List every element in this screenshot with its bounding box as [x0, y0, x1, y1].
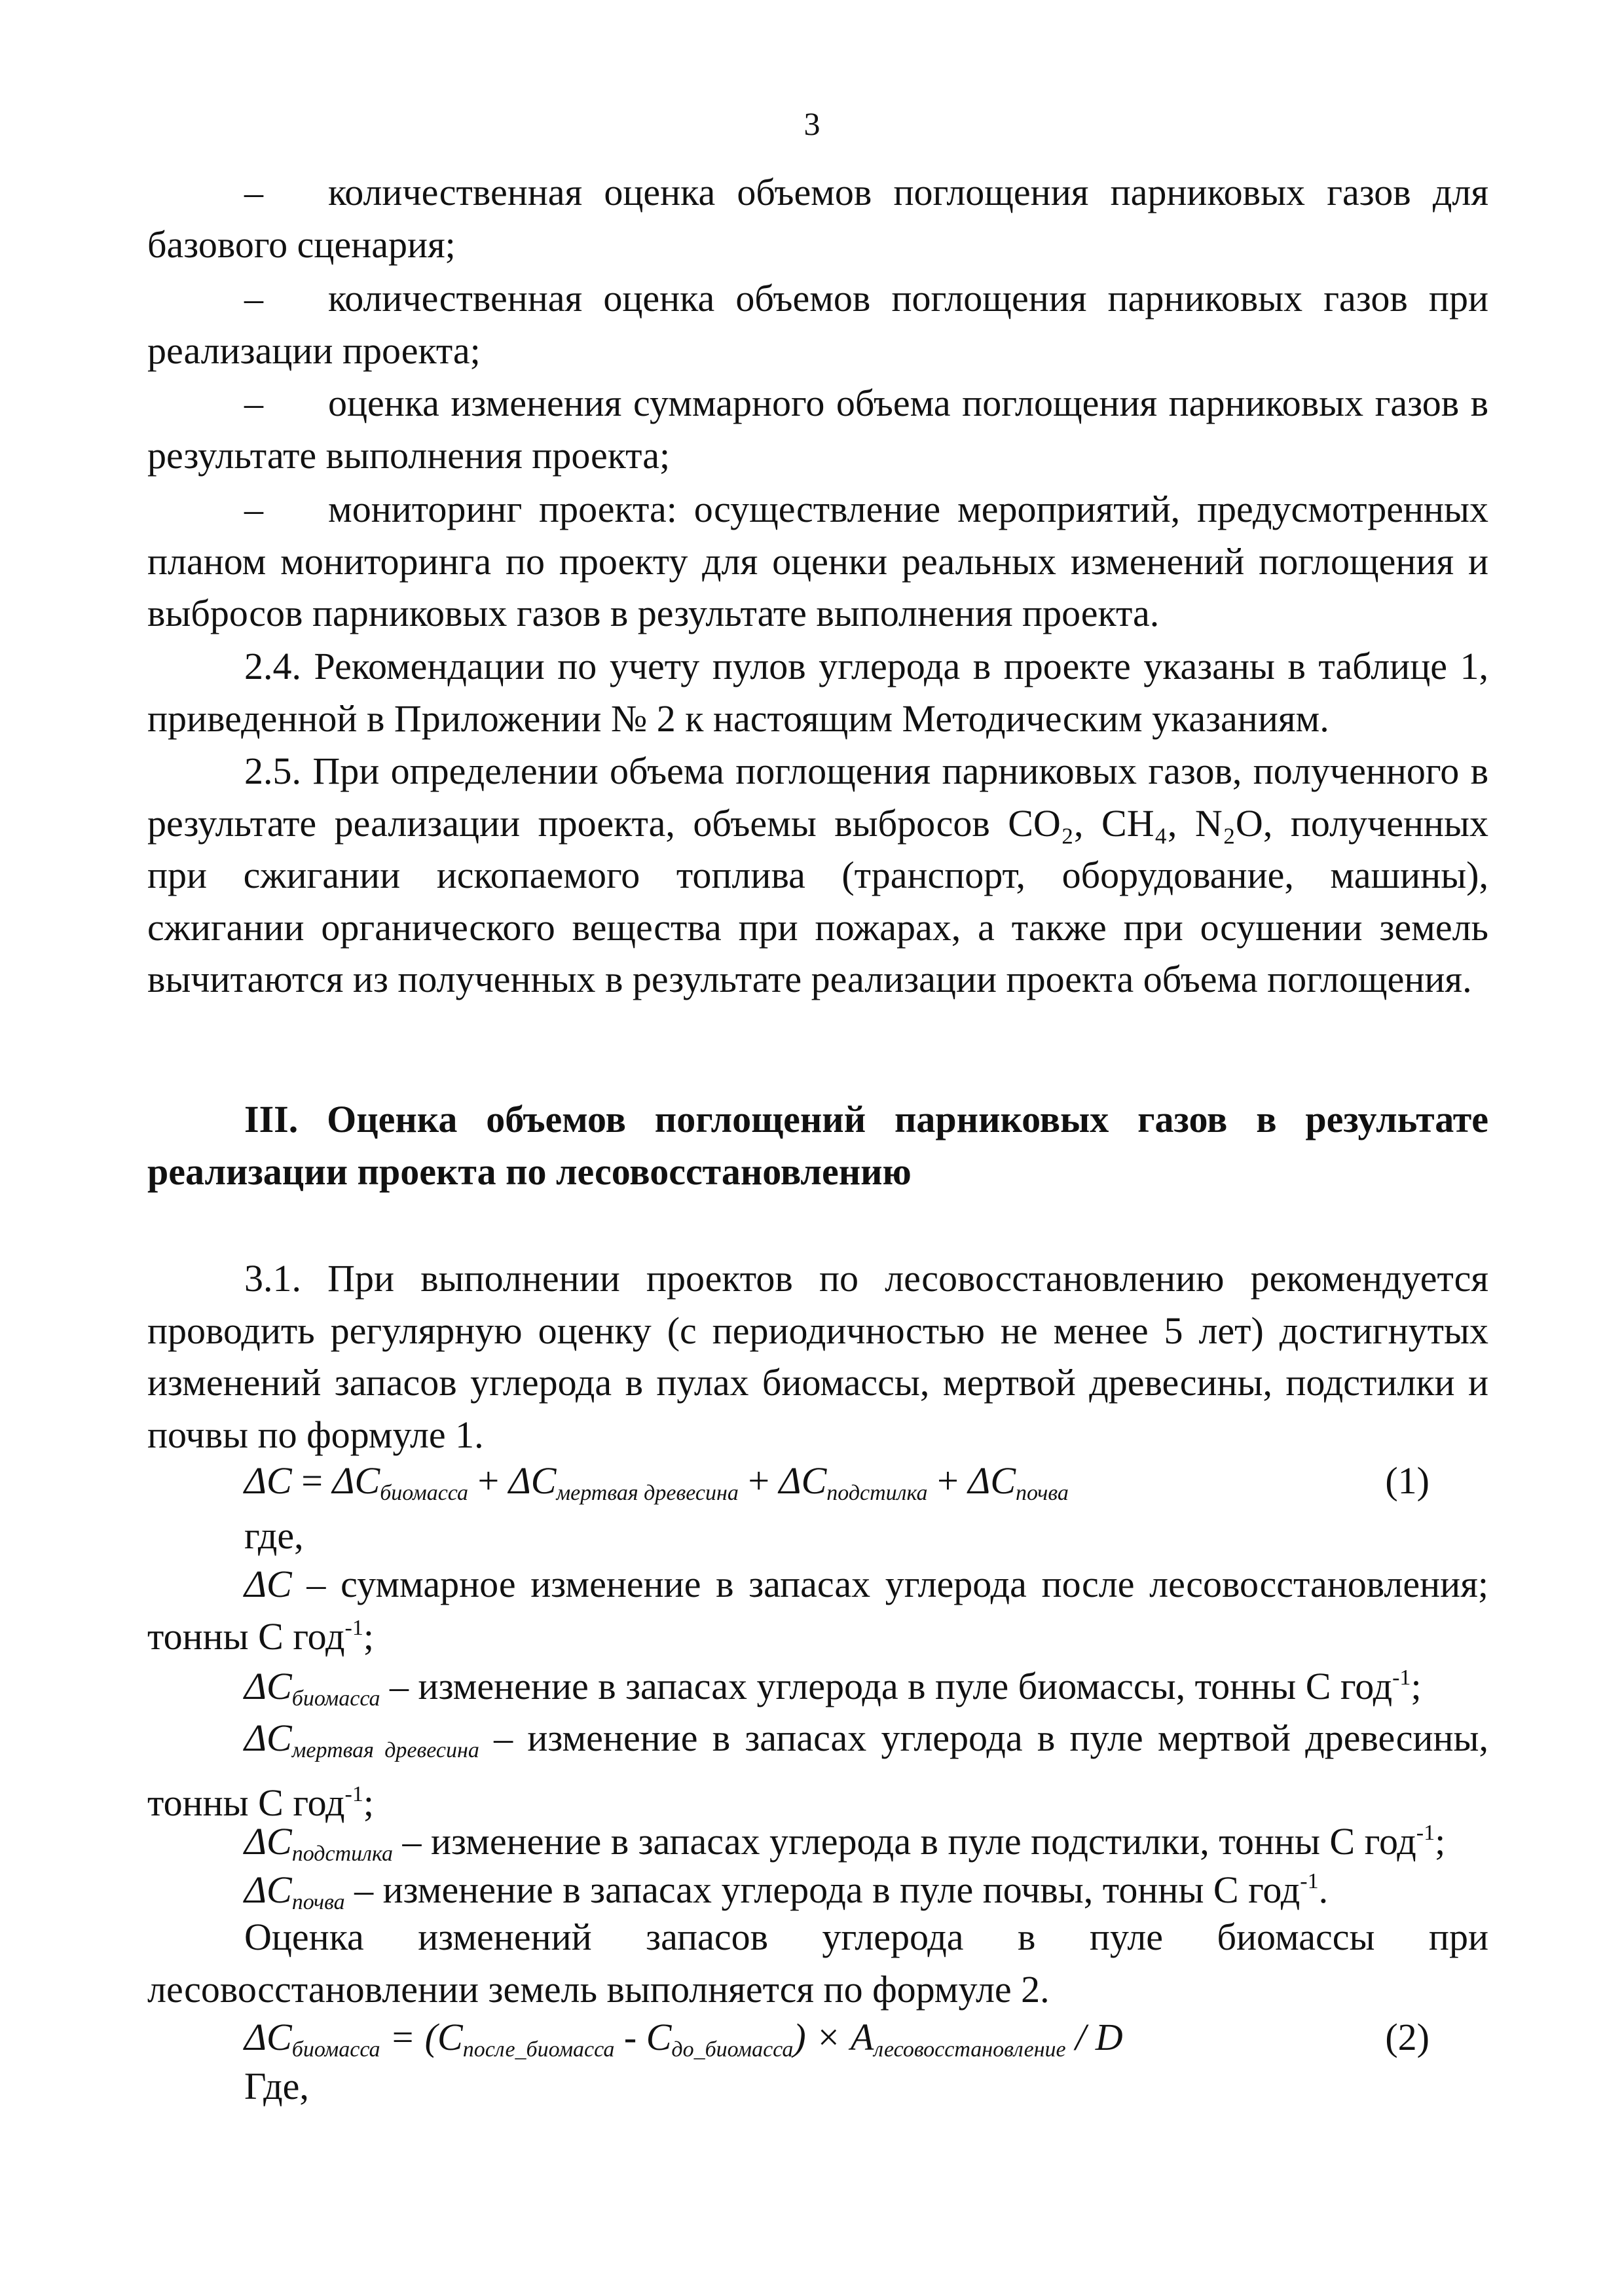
formula-1: $\Delta C = \Delta C_{биомасса} + \Delta C_{мертвая древесина} + \Delta C_{подстилка} + \Delta C_{почва}$ (1) — [244, 1455, 1488, 1520]
definition: ΔC – суммарное изменение в запасах углерода после лесовосстановления; тонны С год$^{-1}$; — [147, 1563, 1488, 1658]
bullet-text: мониторинг проекта: осуществление мероприятий, предусмотренных планом мониторинга по проекту для оценки реальных изменений поглощения и выбросов парниковых газов в результате выполнения проекта. — [147, 488, 1488, 634]
dash: – — [244, 382, 263, 424]
dash: – — [244, 171, 263, 213]
formula-2: $\Delta C_{биомасса} = (C_{после\_биомасса} - C_{до\_биомасса}) \times A_{лесовосстановление} / D$ (2) — [244, 2011, 1488, 2076]
definition: $\Delta C_{почва}$ – изменение в запасах углерода в пуле почвы, тонны С год$^{-1}$. — [244, 1868, 1329, 1914]
bullet-item — [147, 377, 1488, 481]
paragraph-3-1: 3.1. При выполнении проектов по лесовосстановлению рекомендуется проводить регулярную оценку (с периодичностью не менее 5 лет) достигнутых изменений запасов углерода в пулах биомассы, мертвой древесины, подстилки и почвы по формуле 1. — [147, 1257, 1488, 1456]
section-heading: III. Оценка объемов поглощений парниковых газов в результате реализации проекта по лесовосстановлению — [147, 1098, 1488, 1193]
definition: $\Delta C_{биомасса}$ – изменение в запасах углерода в пуле биомассы, тонны С год$^{-1}$; — [244, 1665, 1422, 1711]
bullet-item — [147, 272, 1488, 376]
paragraph-evaluation: Оценка изменений запасов углерода в пуле биомассы при лесовосстановлении земель выполняется по формуле 2. — [147, 1916, 1488, 2011]
definition: $\Delta C_{мертвая древесина}$ – изменение в запасах углерода в пуле мертвой древесины, тонны С год$^{-1}$; — [147, 1717, 1488, 1824]
paragraph-2-4: 2.4. Рекомендации по учету пулов углерода в проекте указаны в таблице 1, приведенной в Приложении № 2 к настоящим Методическим указаниям. — [147, 645, 1488, 740]
bullet-text: количественная оценка объемов поглощения парниковых газов для базового сценария; — [147, 171, 1488, 266]
bullet-text: количественная оценка объемов поглощения парниковых газов при реализации проекта; — [147, 277, 1488, 372]
where-label: где, — [244, 1514, 304, 1557]
formula-number: (2) — [1385, 2016, 1430, 2058]
bullet-item — [147, 166, 1488, 270]
paragraph-2-5: 2.5. При определении объема поглощения парниковых газов, полученного в результате реализации проекта, объемы выбросов CO₂, CH₄, N₂O, полученных при сжигании ископаемого топлива (транспорт, оборудование, машины), сжигании органического вещества при пожарах, а также при осушении земель вычитаются из полученных в результате реализации проекта объема поглощения. — [147, 750, 1488, 1000]
page-number: 3 — [803, 105, 821, 142]
formula-number: (1) — [1385, 1459, 1430, 1502]
definition: $\Delta C_{подстилка}$ – изменение в запасах углерода в пуле подстилки, тонны С год$^{-1}$; — [244, 1820, 1446, 1866]
dash: – — [244, 277, 263, 319]
dash: – — [244, 488, 263, 530]
bullet-item — [147, 483, 1488, 640]
where-label: Где, — [244, 2065, 309, 2107]
bullet-text: оценка изменения суммарного объема поглощения парниковых газов в результате выполнения проекта; — [147, 382, 1488, 477]
